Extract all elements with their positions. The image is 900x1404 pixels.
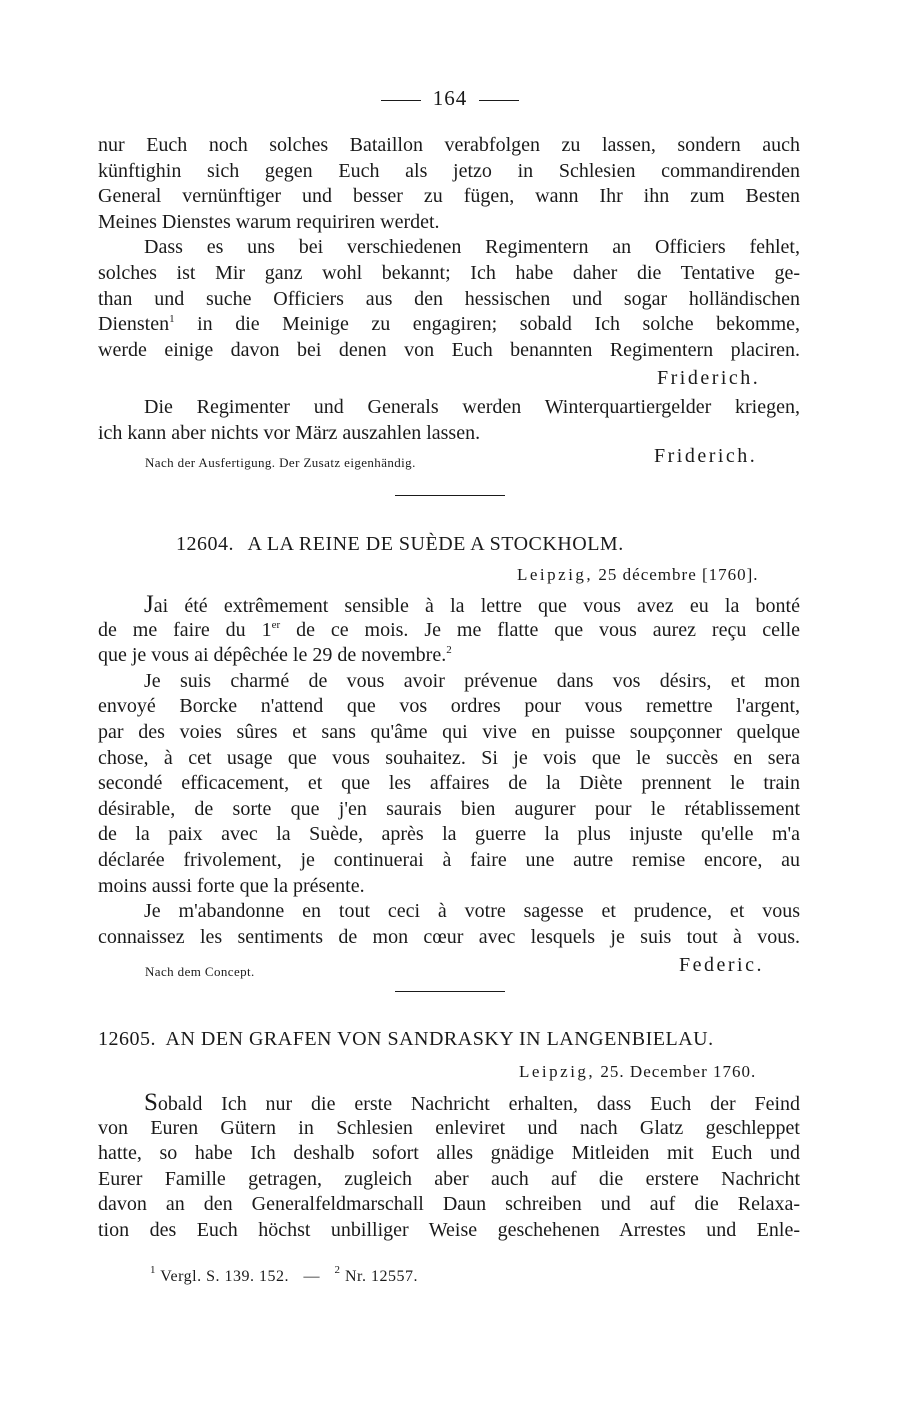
text-line: connaissez les sentiments de mon cœur avec lesquels je suis tout à vous. (98, 925, 800, 948)
postscript-body (98, 395, 800, 446)
text-fragment: ai été extrêmement sensible à la lettre que vous avez eu la bonté (153, 595, 800, 617)
text-line-with-footnote (98, 643, 800, 669)
initial-letter: J (144, 591, 154, 618)
text-line: par des voies sûres et sans qu'âme qui vive en puisse soupçonner quelque (98, 720, 800, 743)
letter-number: 12605. (98, 1028, 156, 1050)
dateline-date: 25 décembre [1760]. (598, 565, 759, 584)
text-line: von Euren Gütern in Schlesien enleviret und nach Glatz geschleppet (98, 1116, 800, 1139)
text-line: Je suis charmé de vous avoir prévenue dans vos désirs, et mon (144, 669, 800, 692)
text-line: solches ist Mir ganz wohl bekannt; Ich habe daher die Tentative ge- (98, 261, 800, 284)
text-line: Die Regimenter und Generals werden Winterquartiergelder kriegen, (144, 396, 800, 418)
section-divider (395, 991, 505, 992)
text-line: hatte, so habe Ich deshalb sofort alles gnädige Mitleiden mit Euch und (98, 1142, 800, 1165)
dateline-place: Leipzig, (519, 1062, 596, 1081)
letter-12604-heading (176, 533, 624, 556)
text-line: envoyé Borcke n'attend que vos ordres pour vous remettre l'argent, (98, 695, 800, 718)
dateline-place: Leipzig, (517, 565, 594, 584)
text-fragment: in die Meinige zu engagiren; sobald Ich solche bekomme, (197, 313, 800, 336)
letter-12605-dateline (519, 1062, 756, 1082)
signature-friderich-1: Friderich. (657, 367, 761, 389)
text-fragment: de me faire du (98, 618, 246, 641)
signature-federic: Federic. (679, 954, 764, 976)
page-number-dash-left (381, 100, 421, 101)
section-divider (395, 495, 505, 496)
text-line: chose, à cet usage que vous souhaitez. Si je vois que le succès en sera (98, 746, 800, 769)
text-line: Je m'abandonne en tout ceci à votre sagesse et prudence, et vous (144, 900, 800, 923)
letter-12604-dateline (517, 565, 759, 585)
text-line: werde einige davon bei denen von Euch benannten Regimentern placiren. (98, 338, 800, 361)
text-line: secondé efficacement, et que les affaires de la Diète prennent le train (98, 772, 800, 795)
page-number-text: 164 (432, 86, 468, 110)
footnote-marker: 2 (334, 1264, 341, 1276)
letter-title: AN DEN GRAFEN VON SANDRASKY IN LANGENBIELAU. (165, 1028, 714, 1050)
text-line-with-ordinal (98, 618, 800, 644)
text-fragment: que je vous ai dépêchée le 29 de novembre. (98, 644, 447, 667)
letter-number: 12604. (176, 533, 234, 555)
text-line: Dass es uns bei verschiedenen Regimentern an Officiers fehlet, (144, 236, 800, 259)
ordinal-suffix: er (271, 618, 281, 631)
footnote-text: Vergl. S. 139. 152. (160, 1268, 289, 1285)
text-line-with-initial (98, 592, 800, 618)
text-line: nur Euch noch solches Bataillon verabfolgen zu lassen, sondern auch (98, 134, 800, 156)
page-number-dash-right (479, 100, 519, 101)
letter-12604-body (98, 592, 800, 950)
text-line-with-footnote (98, 312, 800, 338)
text-line: General vernünftiger und besser zu fügen, wann Ihr ihn zum Besten (98, 185, 800, 208)
text-line: Eurer Famille getragen, zugleich aber auch auf die erstere Nachricht (98, 1167, 800, 1190)
text-fragment: de ce mois. Je me flatte que vous aurez reçu celle (296, 618, 801, 641)
dateline-date: 25. December 1760. (600, 1062, 757, 1081)
footnote-marker: 1 (150, 1264, 156, 1276)
letter-12605-heading (98, 1028, 714, 1051)
letter-12605-body (98, 1090, 800, 1244)
text-line: désirable, de sorte que j'en saurais bien augurer pour le rétablissement (98, 797, 800, 820)
text-line: déclarée frivolement, je continuerai à faire une autre remise encore, au (98, 848, 800, 871)
text-line: ich kann aber nichts vor März auszahlen lassen. (98, 421, 481, 444)
text-line: than und suche Officiers aus den hessischen und sogar holländischen (98, 287, 800, 310)
text-fragment: Diensten (98, 313, 170, 336)
text-line: de la paix avec la Suède, après la guerre la plus injuste qu'elle m'a (98, 823, 800, 846)
text-line-with-initial (98, 1090, 800, 1116)
text-line: moins aussi forte que la présente. (98, 874, 365, 897)
footnotes (150, 1264, 418, 1286)
footnote-separator: — (303, 1268, 320, 1285)
source-note-1: Nach der Ausfertigung. Der Zusatz eigenhändig. (145, 455, 416, 470)
footnote-ref: 1 (169, 313, 175, 326)
text-line: künftighin sich gegen Euch als jetzo in Schlesien commandirenden (98, 159, 800, 182)
source-note-2: Nach dem Concept. (145, 964, 255, 979)
text-line: davon an den Generalfeldmarschall Daun schreiben und auf die Relaxa- (98, 1193, 800, 1216)
text-line: tion des Euch höchst unbilliger Weise geschehenen Arrestes und Enle- (98, 1218, 800, 1241)
footnote-ref: 2 (446, 644, 452, 657)
continued-letter-body (98, 133, 800, 363)
text-line: Meines Dienstes warum requiriren werdet. (98, 210, 440, 233)
letter-title: A LA REINE DE SUÈDE A STOCKHOLM. (247, 533, 624, 555)
text-fragment: obald Ich nur die erste Nachricht erhalten, dass Euch der Feind (157, 1093, 800, 1115)
footnote-text: Nr. 12557. (344, 1268, 418, 1285)
initial-letter: S (144, 1089, 158, 1116)
page-number (0, 86, 900, 111)
signature-friderich-2: Friderich. (654, 445, 758, 467)
ordinal-number: 1 (261, 618, 272, 641)
